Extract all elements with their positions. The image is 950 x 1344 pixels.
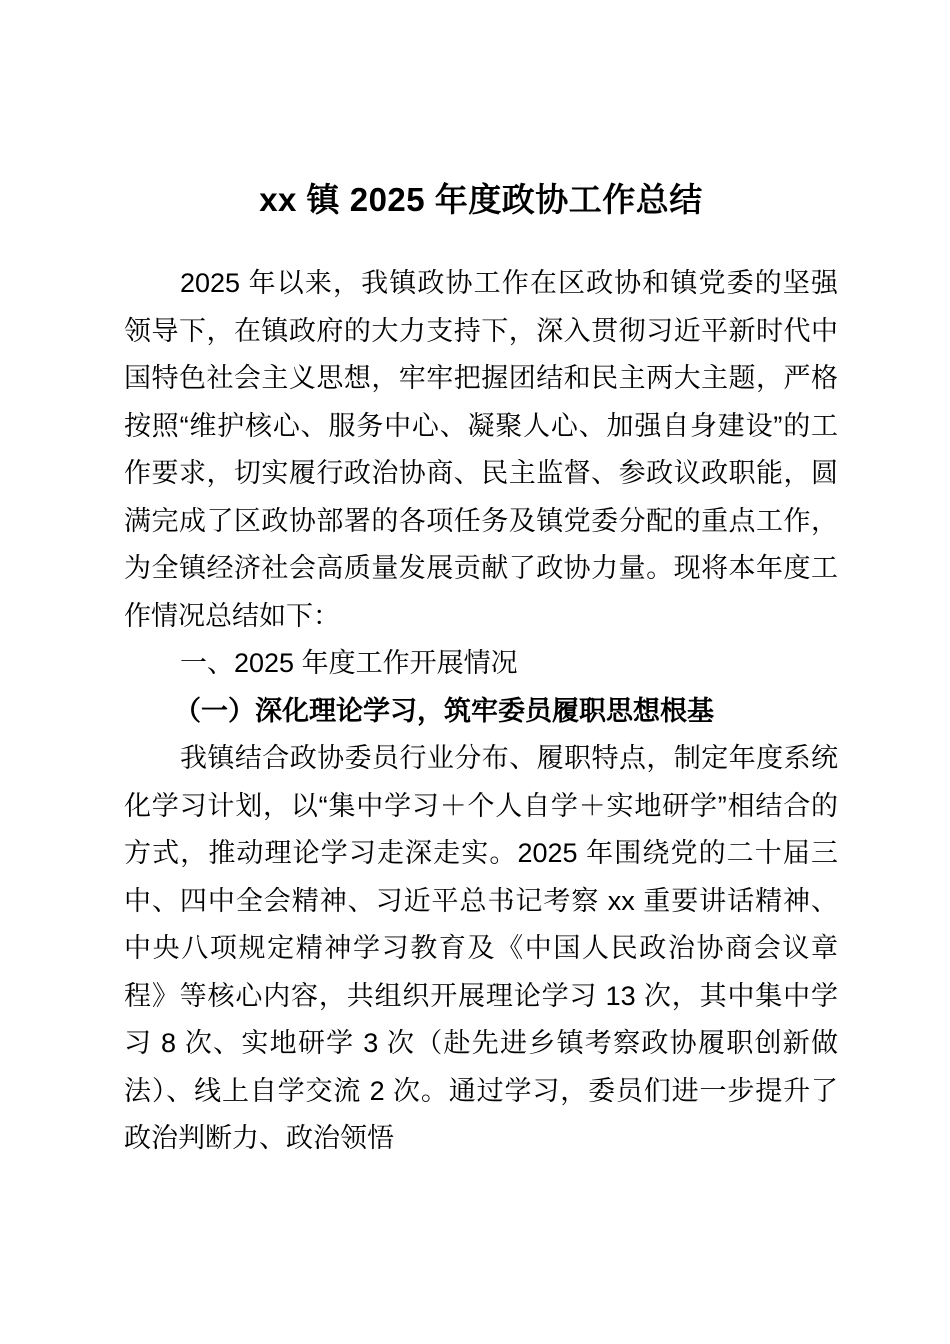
subsection-heading-one: （一）深化理论学习，筑牢委员履职思想根基 (174, 695, 714, 726)
page-title: xx 镇 2025 年度政协工作总结 (259, 181, 703, 218)
title-body-spacer (124, 216, 838, 260)
intro-paragraph: 2025 年以来，我镇政协工作在区政协和镇党委的坚强领导下，在镇政府的大力支持下，深入贯彻习近平新时代中国特色社会主义思想，牢牢把握团结和民主两大主题，严格按照“维护核心、服务中心、凝聚人心、加强自身建设”的工作要求，切实履行政治协商、民主监督、参政议政职能，圆满完成了区政协部署的各项任务及镇党委分配的重点工作，为全镇经济社会高质量发展贡献了政协力量。现将本年度工作情况总结如下： (124, 268, 838, 631)
subsection-one-body-paragraph: 我镇结合政协委员行业分布、履职特点，制定年度系统化学习计划，以“集中学习＋个人自学＋实地研学”相结合的方式，推动理论学习走深走实。2025 年围绕党的二十届三中、四中全会精神、习近平总书记考察 xx 重要讲话精神、中央八项规定精神学习教育及《中国人民政治协商会议章程》等核心内容，共组织开展理论学习 13 次，其中集中学习 8 次、实地研学 3 次（赴先进乡镇考察政协履职创新做法）、线上自学交流 2 次。通过学习，委员们进一步提升了政治判断力、政治领悟 (124, 743, 838, 1153)
section-heading-one: 一、2025 年度工作开展情况 (180, 648, 518, 678)
page-content-column (124, 0, 838, 1163)
